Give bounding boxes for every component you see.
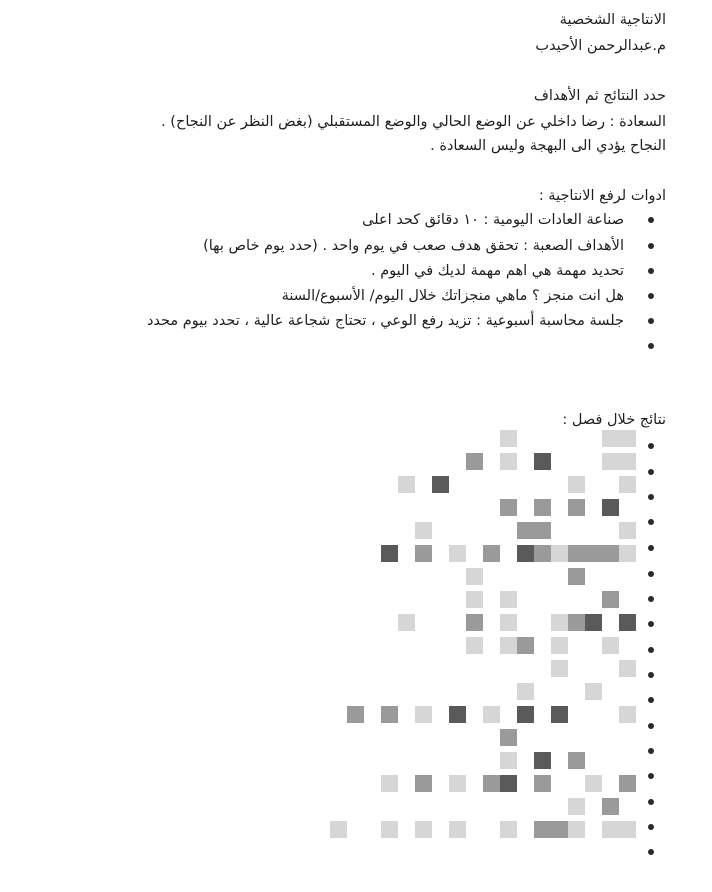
redaction-pixel: [415, 706, 432, 723]
bullet-icon: [648, 293, 654, 299]
bullet-icon: [648, 243, 654, 249]
redaction-pixel: [534, 522, 551, 539]
redaction-pixel: [483, 706, 500, 723]
redaction-pixel: [483, 545, 500, 562]
redaction-pixel: [415, 545, 432, 562]
redaction-pixel: [415, 522, 432, 539]
redaction-pixel: [534, 775, 551, 792]
redaction-pixel: [568, 545, 585, 562]
redaction-pixel: [449, 706, 466, 723]
redaction-pixel: [585, 775, 602, 792]
redaction-pixel: [466, 568, 483, 585]
redaction-pixel: [602, 637, 619, 654]
redaction-pixel: [517, 683, 534, 700]
redaction-pixel: [466, 614, 483, 631]
redaction-pixel: [551, 614, 568, 631]
tools-list-item: [46, 311, 666, 331]
bullet-icon: [648, 343, 654, 349]
section1-heading: حدد النتائج ثم الأهداف: [533, 88, 666, 104]
redaction-pixel: [432, 476, 449, 493]
redaction-pixel: [619, 614, 636, 631]
redaction-pixel: [500, 729, 517, 746]
redaction-pixel: [619, 545, 636, 562]
redaction-pixel: [551, 821, 568, 838]
redaction-pixel: [398, 614, 415, 631]
redaction-pixel: [415, 821, 432, 838]
redaction-pixel: [347, 706, 364, 723]
tools-list-item: [46, 210, 666, 230]
redaction-pixel: [466, 591, 483, 608]
tools-item-text: تحديد مهمة هي اهم مهمة لديك في اليوم .: [371, 263, 624, 279]
redaction-pixel: [398, 476, 415, 493]
document-title: الانتاجية الشخصية: [559, 12, 666, 28]
redaction-pixel: [466, 637, 483, 654]
redaction-pixel: [619, 775, 636, 792]
redaction-pixel: [500, 614, 517, 631]
redaction-pixel: [534, 545, 551, 562]
redaction-pixel: [602, 453, 619, 470]
tools-list-item: [46, 286, 666, 306]
redaction-pixel: [602, 591, 619, 608]
section1-line-1: السعادة : رضا داخلي عن الوضع الحالي والوضع المستقبلي (بغض النظر عن النجاح) .: [161, 114, 666, 130]
redaction-pixel: [449, 775, 466, 792]
redaction-pixel: [534, 499, 551, 516]
redaction-pixel: [619, 476, 636, 493]
redaction-pixel: [517, 545, 534, 562]
redaction-pixel: [602, 821, 619, 838]
redaction-pixel: [619, 821, 636, 838]
redaction-pixel: [500, 821, 517, 838]
redaction-pixel: [517, 637, 534, 654]
redaction-pixel: [602, 545, 619, 562]
redaction-pixel: [551, 637, 568, 654]
bullet-icon: [648, 318, 654, 324]
redaction-pixel: [500, 637, 517, 654]
redaction-pixel: [551, 660, 568, 677]
redaction-pixel: [534, 821, 551, 838]
redaction-pixel: [500, 430, 517, 447]
redaction-pixel: [602, 430, 619, 447]
tools-heading: ادوات لرفع الانتاجية :: [538, 188, 666, 204]
redaction-pixel: [619, 660, 636, 677]
redaction-pixel: [568, 821, 585, 838]
redaction-pixel: [449, 821, 466, 838]
redaction-pixel: [517, 706, 534, 723]
redaction-pixel: [568, 568, 585, 585]
redaction-pixel: [568, 476, 585, 493]
redaction-pixel: [585, 545, 602, 562]
redaction-pixel: [619, 706, 636, 723]
redaction-pixel: [483, 775, 500, 792]
redaction-pixel: [568, 752, 585, 769]
bullet-icon: [648, 268, 654, 274]
redaction-pixel: [568, 798, 585, 815]
redaction-pixel: [585, 614, 602, 631]
redaction-pixel: [619, 430, 636, 447]
redaction-pixel: [500, 499, 517, 516]
redaction-pixel: [449, 545, 466, 562]
redaction-pixel: [602, 798, 619, 815]
redaction-pixel: [466, 453, 483, 470]
redaction-pixel: [381, 706, 398, 723]
redaction-pixel: [585, 683, 602, 700]
redaction-pixel: [330, 821, 347, 838]
redaction-pixel: [568, 614, 585, 631]
redaction-pixel: [415, 775, 432, 792]
redaction-pixel: [602, 499, 619, 516]
bullet-icon: [648, 217, 654, 223]
redaction-pixel: [517, 522, 534, 539]
tools-list-item: [46, 261, 666, 281]
tools-item-text: هل انت منجز ؟ ماهي منجزاتك خلال اليوم/ الأسبوع/السنة: [281, 288, 624, 304]
redaction-pixel: [381, 821, 398, 838]
redaction-pixel: [534, 752, 551, 769]
redaction-pixel: [551, 545, 568, 562]
redaction-pixel: [500, 775, 517, 792]
results-heading: نتائج خلال فصل :: [562, 412, 666, 428]
redaction-pixel: [619, 522, 636, 539]
redaction-pixel: [534, 453, 551, 470]
tools-item-text: جلسة محاسبة أسبوعية : تزيد رفع الوعي ، تحتاج شجاعة عالية ، تحدد بيوم محدد: [146, 313, 624, 329]
tools-item-text: صناعة العادات اليومية : ١٠ دقائق كحد اعلى: [362, 212, 624, 228]
redaction-pixel: [381, 545, 398, 562]
tools-list-item: [46, 336, 666, 356]
redaction-pixel: [500, 752, 517, 769]
document-author: م.عبدالرحمن الأحيدب: [535, 38, 666, 54]
redaction-pixel: [619, 453, 636, 470]
tools-list-item: [46, 236, 666, 256]
redaction-pixel: [568, 499, 585, 516]
redaction-pixel: [500, 591, 517, 608]
tools-item-text: الأهداف الصعبة : تحقق هدف صعب في يوم واحد . (حدد يوم خاص بها): [203, 238, 624, 254]
redaction-pixel: [381, 775, 398, 792]
redaction-pixel: [500, 453, 517, 470]
pixelated-redaction: [330, 430, 650, 850]
redaction-pixel: [551, 706, 568, 723]
section1-line-2: النجاح يؤدي الى البهجة وليس السعادة .: [430, 138, 666, 154]
